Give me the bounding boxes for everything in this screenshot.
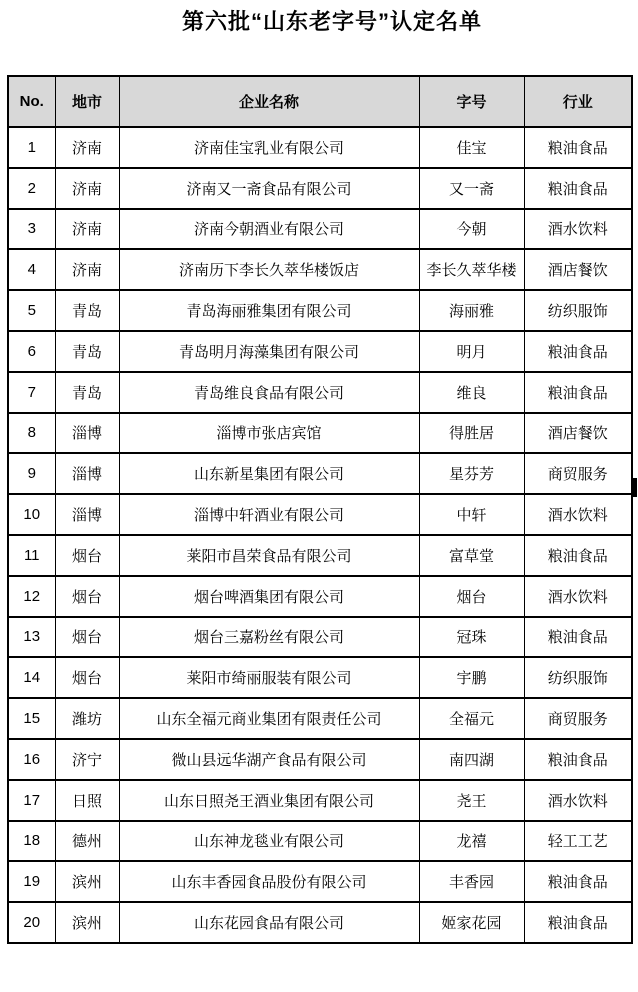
cell-industry: 粮油食品: [524, 168, 632, 209]
cell-industry: 酒水饮料: [524, 494, 632, 535]
honor-list-table: [7, 75, 633, 944]
table-row: [8, 372, 632, 413]
table-row: [8, 209, 632, 250]
cell-brand: 今朝: [419, 209, 524, 250]
table-row: [8, 290, 632, 331]
cell-company: 山东神龙毯业有限公司: [119, 821, 419, 862]
table-row: [8, 698, 632, 739]
table-row: [8, 657, 632, 698]
cell-industry: 粮油食品: [524, 127, 632, 168]
cell-industry: 商贸服务: [524, 698, 632, 739]
cell-no: 14: [8, 657, 55, 698]
cell-industry: 粮油食品: [524, 861, 632, 902]
cell-industry: 粮油食品: [524, 617, 632, 658]
cell-company: 微山县远华湖产食品有限公司: [119, 739, 419, 780]
table-body: [8, 127, 632, 943]
cell-company: 山东新星集团有限公司: [119, 453, 419, 494]
cell-brand: 中轩: [419, 494, 524, 535]
table-row: [8, 576, 632, 617]
cell-no: 4: [8, 249, 55, 290]
cell-brand: 得胜居: [419, 413, 524, 454]
header-row: [8, 76, 632, 127]
cell-no: 12: [8, 576, 55, 617]
cell-city: 济南: [55, 168, 119, 209]
cell-brand: 李长久萃华楼: [419, 249, 524, 290]
cell-city: 潍坊: [55, 698, 119, 739]
cell-brand: 明月: [419, 331, 524, 372]
cell-no: 17: [8, 780, 55, 821]
table-row: [8, 453, 632, 494]
cell-no: 20: [8, 902, 55, 943]
page-title: 第六批“山东老字号”认定名单: [181, 9, 482, 34]
cell-no: 6: [8, 331, 55, 372]
table-row: [8, 249, 632, 290]
column-header-0: No.: [8, 76, 55, 127]
cell-company: 青岛海丽雅集团有限公司: [119, 290, 419, 331]
cell-industry: 酒水饮料: [524, 576, 632, 617]
cell-company: 济南历下李长久萃华楼饭店: [119, 249, 419, 290]
table-row: [8, 780, 632, 821]
cell-city: 烟台: [55, 657, 119, 698]
cell-city: 滨州: [55, 902, 119, 943]
table-row: [8, 821, 632, 862]
column-header-2: 企业名称: [119, 76, 419, 127]
cell-company: 淄博市张店宾馆: [119, 413, 419, 454]
cell-city: 烟台: [55, 617, 119, 658]
cell-brand: 佳宝: [419, 127, 524, 168]
cell-no: 15: [8, 698, 55, 739]
cell-city: 济南: [55, 249, 119, 290]
cell-city: 德州: [55, 821, 119, 862]
cell-company: 莱阳市绮丽服装有限公司: [119, 657, 419, 698]
cell-no: 10: [8, 494, 55, 535]
cell-city: 日照: [55, 780, 119, 821]
table-row: [8, 902, 632, 943]
cell-company: 济南佳宝乳业有限公司: [119, 127, 419, 168]
cell-city: 淄博: [55, 413, 119, 454]
cell-city: 济南: [55, 209, 119, 250]
cell-company: 山东花园食品有限公司: [119, 902, 419, 943]
cell-industry: 轻工工艺: [524, 821, 632, 862]
cell-no: 9: [8, 453, 55, 494]
table-row: [8, 739, 632, 780]
cell-brand: 冠珠: [419, 617, 524, 658]
cell-industry: 粮油食品: [524, 739, 632, 780]
scrollbar-thumb[interactable]: [633, 478, 637, 497]
table-row: [8, 494, 632, 535]
cell-company: 山东日照尧王酒业集团有限公司: [119, 780, 419, 821]
cell-city: 济南: [55, 127, 119, 168]
table-row: [8, 535, 632, 576]
cell-no: 7: [8, 372, 55, 413]
cell-industry: 酒水饮料: [524, 209, 632, 250]
cell-city: 烟台: [55, 535, 119, 576]
table-row: [8, 127, 632, 168]
cell-city: 济宁: [55, 739, 119, 780]
cell-company: 青岛维良食品有限公司: [119, 372, 419, 413]
cell-city: 烟台: [55, 576, 119, 617]
cell-brand: 海丽雅: [419, 290, 524, 331]
cell-brand: 又一斋: [419, 168, 524, 209]
cell-company: 青岛明月海藻集团有限公司: [119, 331, 419, 372]
cell-company: 济南今朝酒业有限公司: [119, 209, 419, 250]
cell-no: 2: [8, 168, 55, 209]
cell-company: 济南又一斋食品有限公司: [119, 168, 419, 209]
cell-industry: 酒店餐饮: [524, 413, 632, 454]
cell-company: 莱阳市昌荣食品有限公司: [119, 535, 419, 576]
cell-company: 烟台三嘉粉丝有限公司: [119, 617, 419, 658]
cell-no: 19: [8, 861, 55, 902]
cell-no: 18: [8, 821, 55, 862]
cell-no: 1: [8, 127, 55, 168]
column-header-1: 地市: [55, 76, 119, 127]
cell-city: 青岛: [55, 372, 119, 413]
cell-brand: 全福元: [419, 698, 524, 739]
table-row: [8, 331, 632, 372]
cell-industry: 纺织服饰: [524, 657, 632, 698]
cell-brand: 富草堂: [419, 535, 524, 576]
table-row: [8, 168, 632, 209]
cell-city: 淄博: [55, 494, 119, 535]
column-header-3: 字号: [419, 76, 524, 127]
cell-no: 3: [8, 209, 55, 250]
cell-brand: 尧王: [419, 780, 524, 821]
cell-industry: 商贸服务: [524, 453, 632, 494]
cell-brand: 宇鹏: [419, 657, 524, 698]
cell-city: 滨州: [55, 861, 119, 902]
cell-company: 山东全福元商业集团有限责任公司: [119, 698, 419, 739]
table-row: [8, 861, 632, 902]
cell-industry: 纺织服饰: [524, 290, 632, 331]
cell-industry: 酒水饮料: [524, 780, 632, 821]
column-header-4: 行业: [524, 76, 632, 127]
cell-industry: 粮油食品: [524, 535, 632, 576]
cell-industry: 酒店餐饮: [524, 249, 632, 290]
cell-no: 8: [8, 413, 55, 454]
cell-industry: 粮油食品: [524, 331, 632, 372]
cell-brand: 维良: [419, 372, 524, 413]
cell-company: 山东丰香园食品股份有限公司: [119, 861, 419, 902]
table-row: [8, 617, 632, 658]
cell-no: 11: [8, 535, 55, 576]
cell-city: 青岛: [55, 331, 119, 372]
cell-no: 13: [8, 617, 55, 658]
cell-no: 5: [8, 290, 55, 331]
cell-company: 烟台啤酒集团有限公司: [119, 576, 419, 617]
cell-brand: 丰香园: [419, 861, 524, 902]
cell-company: 淄博中轩酒业有限公司: [119, 494, 419, 535]
cell-brand: 星芬芳: [419, 453, 524, 494]
cell-industry: 粮油食品: [524, 902, 632, 943]
cell-industry: 粮油食品: [524, 372, 632, 413]
cell-brand: 姬家花园: [419, 902, 524, 943]
cell-city: 青岛: [55, 290, 119, 331]
cell-city: 淄博: [55, 453, 119, 494]
cell-brand: 龙禧: [419, 821, 524, 862]
table-row: [8, 413, 632, 454]
cell-no: 16: [8, 739, 55, 780]
cell-brand: 烟台: [419, 576, 524, 617]
cell-brand: 南四湖: [419, 739, 524, 780]
